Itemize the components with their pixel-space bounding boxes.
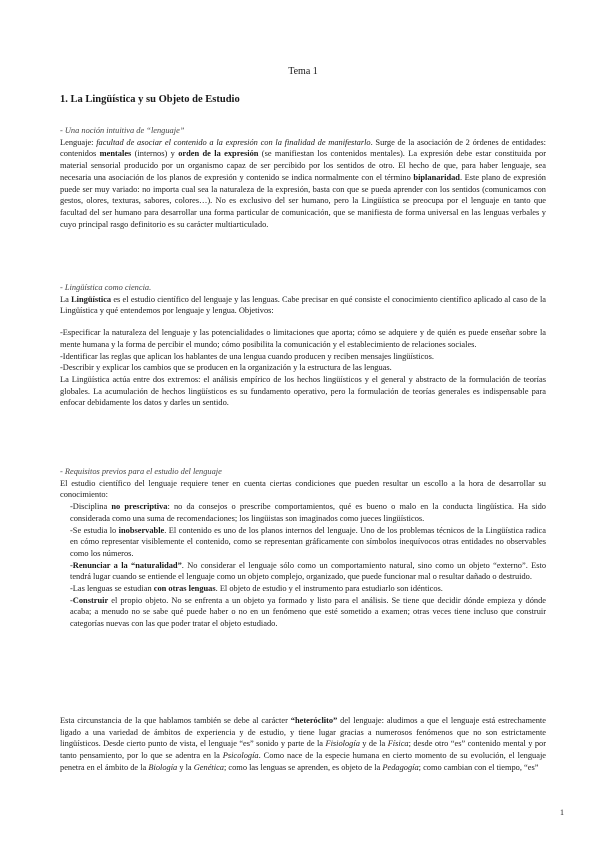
section-heading: 1. La Lingüística y su Objeto de Estudio	[60, 94, 240, 105]
requisito-3: -Renunciar a la “naturalidad”. No considerar el lenguaje sólo como un comportamiento natural, sino como un objeto “externo”. Esto tendrá lugar cuando se entiende el lenguaje como un objeto complejo, organizado, que puede funcionar mal o resultar dañado o destruido.	[70, 560, 547, 582]
page-number: 1	[560, 808, 564, 817]
subheading-requisitos: - Requisitos previos para el estudio del lenguaje	[60, 467, 222, 476]
subheading-nocion: - Una noción intuitiva de “lenguaje”	[60, 126, 185, 135]
section-heteroclito	[60, 715, 546, 774]
paragraph-requisitos-intro: El estudio científico del lenguaje requiere tener en cuenta ciertas condiciones que pueden resultar un escollo a la hora de desarrollar su conocimiento:	[60, 478, 546, 500]
requisito-4: -Las lenguas se estudian con otras lenguas. El objeto de estudio y el instrumento para estudiarlo son idénticos.	[70, 584, 443, 594]
paragraph-lenguaje: Lenguaje: facultad de asociar el contenido a la expresión con la finalidad de manifestarlo. Surge de la asociación de 2 órdenes de entidades: contenidos mentales (internos) y orden de la expresión (se manifiestan los contenidos mentales). La expresión debe estar constituida por material sensorial producido por un organismo capaz de ser percibido por los sentidos de otro. El hecho de que, para haber lenguaje, sea necesaria una asociación de los planos de expresión y contenido se indica normalmente con el término biplanaridad. Este plano de expresión puede ser muy variado: no importa cual sea la naturaleza de la expresión, basta con que se pueda aprender con los sentidos (comunicamos con gestos, olores, texturas, sabores, colores…). No es exclusivo del ser humano, pero la Lingüística se preocupa por el lenguaje en tanto que facultad del ser humano para desarrollar una forma particular de comunicación, que se manifiesta de forma universal en las lenguas verbales y cuyo principal rasgo definitorio es su carácter multiarticulado.	[60, 137, 546, 229]
paragraph-heteroclito: Esta circunstancia de la que hablamos también se debe al carácter “heteróclito” del lenguaje: aludimos a que el lenguaje está estrechamente ligado a una variedad de ámbitos de experiencia y de estudio, y tiene lugar gracias a numerosos fenómenos que no son estrictamente lingüísticos. Desde cierto punto de vista, el lenguaje “es” sonido y parte de la Fisiología y de la Física; desde otro “es” contenido mental y por tanto pensamiento, por lo que se adentra en la Psicología. Como nace de la especie humana en cierto momento de su evolución, el lenguaje penetra en el ámbito de la Biología y la Genética; como las lenguas se aprenden, es objeto de la Pedagogía; como cambian con el tiempo, “es”	[60, 716, 547, 772]
objective-1: -Especificar la naturaleza del lenguaje y las potencialidades o limitaciones que aporta; cómo se adquiere y de quién es puede enseñar sobre la mente humana y la forma de percibir el mundo; cómo posibilita la comunicación y el establecimiento de relaciones sociales.	[60, 328, 546, 349]
paragraph-linguistica: La Lingüística es el estudio científico del lenguaje y las lenguas. Cabe precisar en qué consiste el conocimiento científico aplicado al caso de la Lingüística y qué entendemos por lenguaje y lengua. Objetivos:	[60, 294, 546, 316]
section-ciencia	[60, 282, 546, 409]
subheading-ciencia: - Lingüística como ciencia.	[60, 283, 152, 292]
objective-2: -Identificar las reglas que aplican los hablantes de una lengua cuando producen y reciben mensajes lingüísticos.	[60, 351, 434, 361]
objective-3: -Describir y explicar los cambios que se producen en la organización y la estructura de las lenguas.	[60, 363, 392, 373]
requisito-1: -Disciplina no prescriptiva: no da consejos o prescribe comportamientos, qué es bueno o malo en la conducta lingüística. Ha sido considerada como una suma de recomendaciones; los lingüistas son imaginados como jueces lingüísticos.	[70, 502, 546, 523]
paragraph-extremos: La Lingüística actúa entre dos extremos: el análisis empírico de los hechos lingüísticos y el general y abstracto de la formulación de teorías globales. La acumulación de hechos lingüísticos es su fundamento operativo, pero la formulación de teorías generales es indispensable para enfocar debidamente los datos y darles un sentido.	[60, 374, 546, 408]
requisito-5: -Construir el propio objeto. No se enfrenta a un objeto ya formado y listo para el análisis. Se tiene que decidir dónde empieza y dónde acaba; a menudo no se sabe qué puede haber o no en un fenómeno que esté sometido a examen; otras veces tiene incluso que construir categorías nuevas con las que poder tratar el objeto estudiado.	[70, 595, 546, 629]
requisito-2: -Se estudia lo inobservable. El contenido es uno de los planos internos del lenguaje. Uno de los problemas técnicos de la Lingüística radica en cómo representar visiblemente el contenido, como se representan gráficamente con símbolos inequívocos otras entidades no observables como los números.	[70, 525, 546, 558]
section-requisitos	[60, 466, 546, 630]
page-title: Tema 1	[288, 66, 318, 77]
section-lenguaje	[60, 125, 546, 230]
